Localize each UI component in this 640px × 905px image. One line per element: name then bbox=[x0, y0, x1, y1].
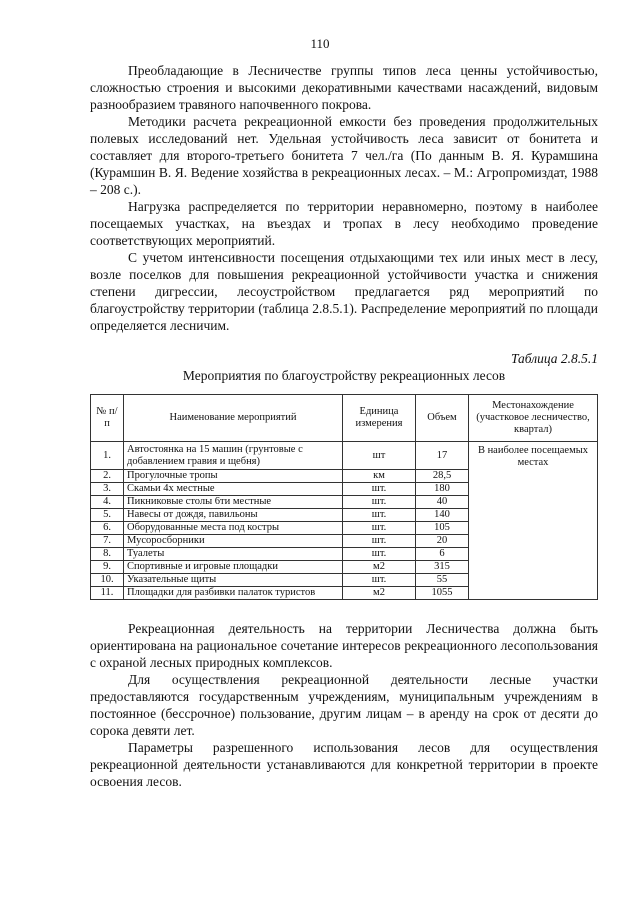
table-title: Мероприятия по благоустройству рекреационных лесов bbox=[182, 368, 506, 383]
cell-name: Площадки для разбивки палаток туристов bbox=[124, 587, 343, 600]
cell-unit: шт. bbox=[343, 548, 416, 561]
paragraph: С учетом интенсивности посещения отдыхающими тех или иных мест в лесу, возле поселков для повышения рекреационной устойчивости участка и снижения степени дигрессии, лесоустройством предлагается ряд мероприятий по благоустройству территории (таблица 2.8.5.1). Распределение мероприятий по площади определяется лесничим. bbox=[90, 250, 598, 333]
cell-name: Скамьи 4х местные bbox=[124, 483, 343, 496]
cell-num: 6. bbox=[91, 522, 124, 535]
cell-num: 1. bbox=[91, 442, 124, 470]
header-unit: Единица измерения bbox=[343, 395, 416, 442]
cell-name: Мусоросборники bbox=[124, 535, 343, 548]
cell-unit: шт. bbox=[343, 496, 416, 509]
paragraph: Для осуществления рекреационной деятельности лесные участки предоставляются государственным учреждениям, муниципальным учреждениям в постоянное (бессрочное) пользование, другим лицам – в аренду на срок от десяти до сорока девяти лет. bbox=[90, 672, 598, 738]
table-label: Таблица 2.8.5.1 bbox=[510, 351, 598, 366]
cell-volume: 105 bbox=[416, 522, 469, 535]
paragraph: Параметры разрешенного использования лесов для осуществления рекреационной деятельности устанавливаются для конкретной территории в проекте освоения лесов. bbox=[90, 740, 598, 789]
cell-unit: шт. bbox=[343, 574, 416, 587]
cell-volume: 55 bbox=[416, 574, 469, 587]
paragraph: Рекреационная деятельность на территории Лесничества должна быть ориентирована на рациональное сочетание интересов рекреационного лесопользования с охраной лесных природных комплексов. bbox=[90, 621, 598, 670]
cell-volume: 315 bbox=[416, 561, 469, 574]
cell-unit: шт. bbox=[343, 483, 416, 496]
cell-name: Оборудованные места под костры bbox=[124, 522, 343, 535]
document-body bbox=[90, 62, 598, 790]
cell-unit: м2 bbox=[343, 561, 416, 574]
cell-num: 8. bbox=[91, 548, 124, 561]
cell-num: 5. bbox=[91, 509, 124, 522]
cell-unit: шт. bbox=[343, 535, 416, 548]
header-volume: Объем bbox=[416, 395, 469, 442]
cell-num: 3. bbox=[91, 483, 124, 496]
table-row bbox=[91, 442, 598, 470]
cell-name: Пикниковые столы 6ти местные bbox=[124, 496, 343, 509]
cell-unit: км bbox=[343, 470, 416, 483]
page-number: 110 bbox=[310, 36, 330, 51]
paragraph: Методики расчета рекреационной емкости без проведения продолжительных полевых исследований нет. Удельная устойчивость леса зависит от бонитета и составляет для второго-третьего бонитета 7 чел./га (По данным В. Я. Курамшина (Курамшин В. Я. Ведение хозяйства в рекреационных лесах. – М.: Агропромиздат, 1988 – 208 с.). bbox=[90, 114, 598, 197]
cell-unit: шт. bbox=[343, 509, 416, 522]
header-location: Местонахождение (участковое лесничество, квартал) bbox=[469, 395, 598, 442]
table-body bbox=[91, 442, 598, 600]
measures-table bbox=[90, 394, 598, 600]
cell-num: 4. bbox=[91, 496, 124, 509]
cell-name: Туалеты bbox=[124, 548, 343, 561]
cell-name: Прогулочные тропы bbox=[124, 470, 343, 483]
header-num: № п/п bbox=[91, 395, 124, 442]
paragraph: Преобладающие в Лесничестве группы типов леса ценны устойчивостью, сложностью строения и высокими декоративными качествами насаждений, видовым разнообразием травяного напочвенного покрова. bbox=[90, 63, 598, 112]
cell-volume: 180 bbox=[416, 483, 469, 496]
cell-volume: 20 bbox=[416, 535, 469, 548]
paragraph: Нагрузка распределяется по территории неравномерно, поэтому в наиболее посещаемых участках, на въездах и тропах в лесу необходимо проведение соответствующих мероприятий. bbox=[90, 199, 598, 248]
cell-volume: 6 bbox=[416, 548, 469, 561]
cell-volume: 17 bbox=[416, 442, 469, 470]
cell-name: Указательные щиты bbox=[124, 574, 343, 587]
cell-num: 11. bbox=[91, 587, 124, 600]
cell-num: 10. bbox=[91, 574, 124, 587]
cell-name: Автостоянка на 15 машин (грунтовые с добавлением гравия и щебня) bbox=[124, 442, 343, 470]
cell-location: В наиболее посещаемых местах bbox=[469, 442, 598, 600]
cell-num: 7. bbox=[91, 535, 124, 548]
cell-unit: м2 bbox=[343, 587, 416, 600]
cell-volume: 1055 bbox=[416, 587, 469, 600]
table-header-row bbox=[91, 395, 598, 442]
cell-volume: 140 bbox=[416, 509, 469, 522]
cell-unit: шт bbox=[343, 442, 416, 470]
cell-num: 2. bbox=[91, 470, 124, 483]
cell-unit: шт. bbox=[343, 522, 416, 535]
cell-num: 9. bbox=[91, 561, 124, 574]
cell-name: Навесы от дождя, павильоны bbox=[124, 509, 343, 522]
header-name: Наименование мероприятий bbox=[124, 395, 343, 442]
cell-volume: 40 bbox=[416, 496, 469, 509]
cell-volume: 28,5 bbox=[416, 470, 469, 483]
cell-name: Спортивные и игровые площадки bbox=[124, 561, 343, 574]
